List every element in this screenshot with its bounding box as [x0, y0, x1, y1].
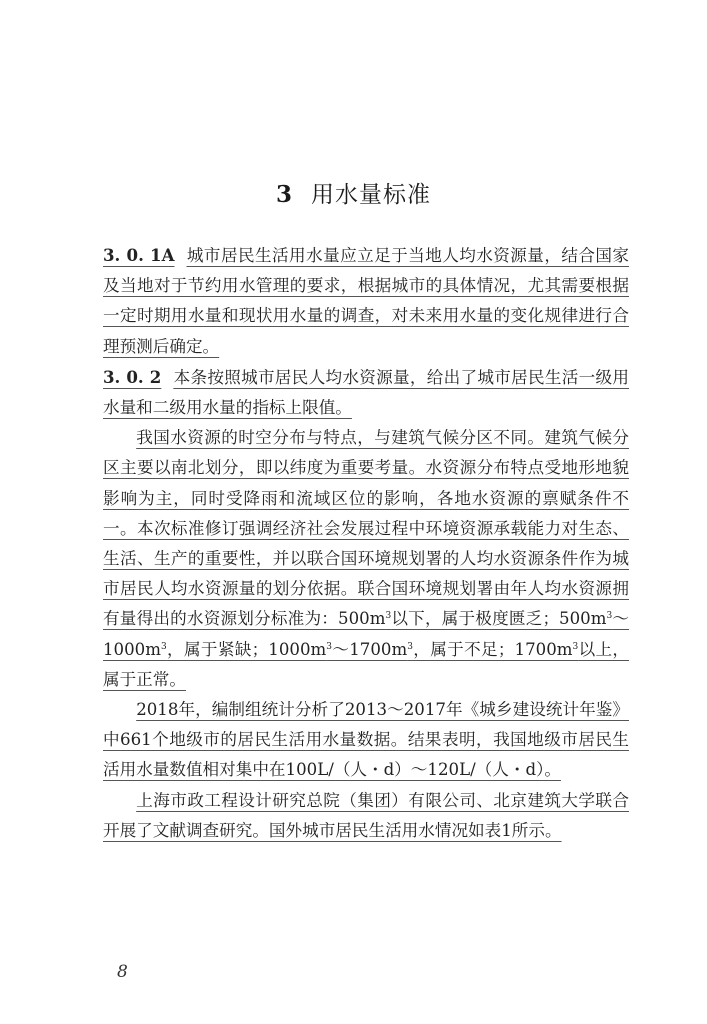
clause-text: 城市居民生活用水量应立足于当地人均水资源量，结合国家及当地对于节约用水管理的要求，根据城市的具体情况，尤其需要根据一定时期用水量和现状用水量的调查，对未来用水量的变化规律进行合理预测后确定。: [103, 246, 630, 356]
chapter-title-text: 用水量标准: [311, 182, 431, 208]
superscript: 3: [407, 641, 413, 652]
paragraph-text: 2018年，编制组统计分析了2013～2017年《城乡建设统计年鉴》中661个地级市的居民生活用水量数据。结果表明，我国地级市居民生活用水量数值相对集中在100L/（人・d）～120L/（人・d）。: [103, 700, 629, 780]
chapter-number: 3: [275, 181, 293, 208]
superscript: 3: [385, 611, 392, 622]
paragraph-text: 我国水资源的时空分布与特点，与建筑气候分区不同。建筑气候分区主要以南北划分，即以纬度为重要考量。水资源分布特点受地形地貌影响为主，同时受降雨和流域区位的影响，各地水资源的禀赋条件不一。本次标准修订强调经济社会发展过程中环境资源承载能力对生态、生活、生产的重要性，并以联合国环境规划署的人均水资源条件作为城市居民人均水资源量的划分依据。联合国环境规划署由年人均水资源拥有量得出的水资源划分标准为：500m: [103, 428, 629, 629]
paragraph-text: 以上，属于正常。: [103, 639, 630, 689]
paragraph-research: [103, 786, 629, 846]
clause-text: 本条按照城市居民人均水资源量，给出了城市居民生活一级用水量和二级用水量的指标上限值。: [103, 367, 630, 418]
body-text: [103, 240, 629, 846]
paragraph-text: ，属于不足；1700m: [412, 639, 573, 659]
paragraph-text: ～1700m: [331, 639, 408, 659]
clause-number: 3. 0. 1A: [103, 245, 175, 265]
clause-3-0-2: [103, 362, 629, 423]
paragraph-text: 以下，属于极度匮乏；500m: [391, 609, 607, 629]
superscript: 3: [606, 611, 613, 622]
paragraph-water-resources: [103, 423, 629, 695]
page-number: 8: [117, 962, 128, 982]
superscript: 3: [160, 641, 167, 652]
paragraph-text: ，属于紧缺；1000m: [166, 639, 327, 659]
chapter-title: [0, 176, 707, 209]
paragraph-statistics: [103, 695, 629, 786]
clause-number: 3. 0. 2: [103, 366, 162, 387]
paragraph-text: 上海市政工程设计研究总院（集团）有限公司、北京建筑大学联合开展了文献调查研究。国外城市居民生活用水情况如表1所示。: [103, 790, 629, 840]
superscript: 3: [572, 641, 579, 652]
superscript: 3: [326, 641, 332, 652]
clause-3-0-1a: [103, 240, 629, 362]
paragraph-text: ～1000m: [103, 609, 629, 659]
